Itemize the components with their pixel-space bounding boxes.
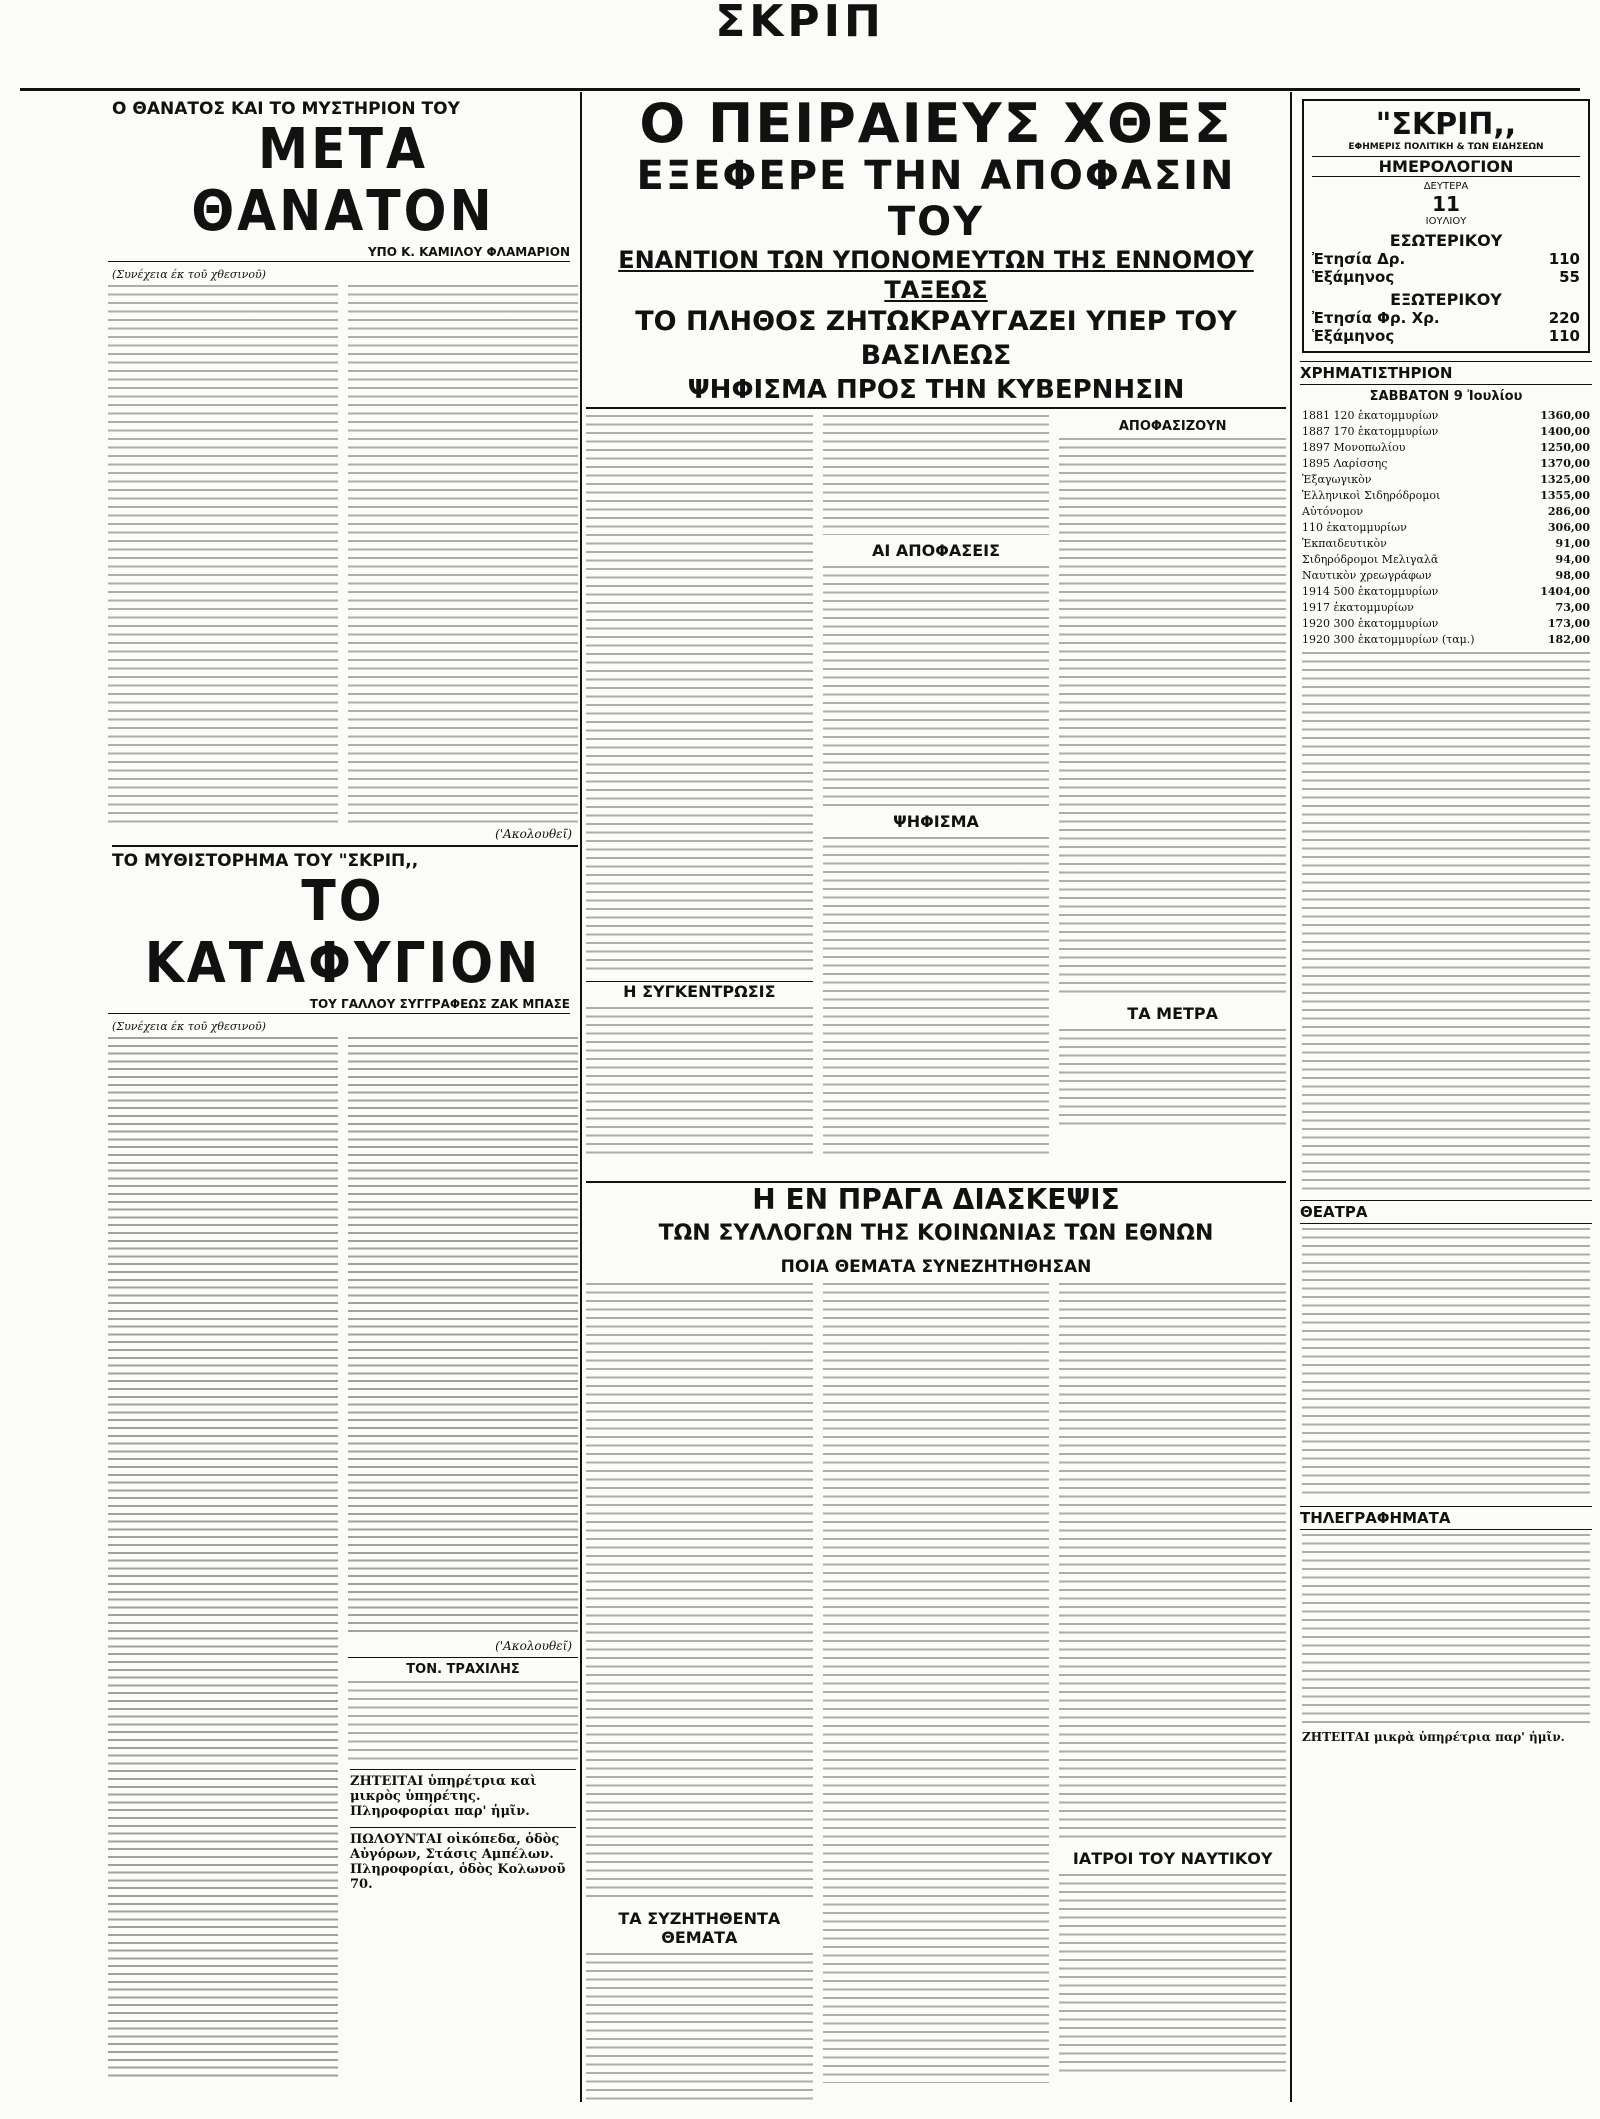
top-rule bbox=[20, 88, 1580, 91]
market-row bbox=[1302, 568, 1590, 584]
market-row-name: Αὐτόνομον bbox=[1302, 505, 1364, 518]
main-headline-5: ΨΗΦΙΣΜΑ ΠΡΟΣ ΤΗΝ ΚΥΒΕΡΝΗΣΙΝ bbox=[586, 373, 1286, 409]
market-head: ΧΡΗΜΑΤΙΣΤΗΡΙΟΝ bbox=[1300, 361, 1592, 385]
price-label: Ἑξάμηνος bbox=[1312, 268, 1395, 286]
market-row-value: 94,00 bbox=[1555, 553, 1590, 566]
market-row bbox=[1302, 504, 1590, 520]
body-text bbox=[1059, 1874, 1286, 2074]
body-text bbox=[823, 837, 1050, 1157]
ad-for-sale: ΠΩΛΟΥΝΤΑΙ οἰκόπεδα, ὁδὸς Αὐγόρων, Στάσις Αμπέλων. Πληροφορίαι, ὁδὸς Κολωνοῦ 70. bbox=[350, 1827, 576, 1892]
price-value: 110 bbox=[1548, 327, 1580, 345]
market-row-value: 91,00 bbox=[1555, 537, 1590, 550]
market-row-name: 1914 500 ἑκατομμυρίων bbox=[1302, 585, 1439, 598]
market-row bbox=[1302, 600, 1590, 616]
market-row-value: 1250,00 bbox=[1540, 441, 1590, 454]
bottom-ad: ΖΗΤΕΙΤΑΙ μικρὰ ὑπηρέτρια παρ' ἡμῖν. bbox=[1302, 1730, 1565, 1744]
telegraph-head: ΤΗΛΕΓΡΑΦΗΜΑΤΑ bbox=[1300, 1506, 1592, 1530]
price-label: Ἐτησία Φρ. Χρ. bbox=[1312, 309, 1440, 327]
body-text bbox=[586, 415, 813, 975]
market-row-value: 1400,00 bbox=[1540, 425, 1590, 438]
body-column bbox=[1059, 415, 1286, 1175]
subhead-synkentrosis: Η ΣΥΓΚΕΝΤΡΩΣΙΣ bbox=[586, 981, 813, 1001]
market-row-value: 1370,00 bbox=[1540, 457, 1590, 470]
market-row-value: 73,00 bbox=[1555, 601, 1590, 614]
main-article-body bbox=[586, 415, 1286, 1175]
market-row bbox=[1302, 616, 1590, 632]
calendar-label: ΗΜΕΡΟΛΟΓΙΟΝ bbox=[1312, 156, 1580, 177]
price-label: Ἑξάμηνος bbox=[1312, 327, 1395, 345]
market-row-name: Ἑλληνικοὶ Σιδηρόδρομοι bbox=[1302, 489, 1441, 502]
prague-headline-2: ΤΩΝ ΣΥΛΛΟΓΩΝ ΤΗΣ ΚΟΙΝΩΝΙΑΣ ΤΩΝ ΕΘΝΩΝ bbox=[658, 1221, 1214, 1246]
market-row-value: 1360,00 bbox=[1540, 409, 1590, 422]
price-row bbox=[1312, 250, 1580, 268]
body-text bbox=[1059, 1283, 1286, 1843]
ad-wanted: ΖΗΤΕΙΤΑΙ ὑπηρέτρια καὶ μικρὸς ὑπηρέτης. Πληροφορίαι παρ' ἡμῖν. bbox=[350, 1769, 576, 1819]
price-value: 220 bbox=[1548, 309, 1580, 327]
article-body bbox=[108, 285, 578, 825]
subhead-apofaseis: ΑΙ ΑΠΟΦΑΣΕΙΣ bbox=[872, 541, 1001, 560]
market-row bbox=[1302, 440, 1590, 456]
article-title: ΜΕΤΑ ΘΑΝΑΤΟΝ bbox=[191, 117, 495, 244]
column-rule-1 bbox=[580, 92, 582, 2102]
masthead-title: ΣΚΡΙΠ bbox=[715, 0, 885, 47]
market-row-value: 182,00 bbox=[1547, 633, 1590, 646]
body-column bbox=[586, 1283, 813, 2103]
market-date: ΣΑΒΒΑΤΟΝ 9 Ἰουλίου bbox=[1369, 389, 1523, 404]
market-row-value: 286,00 bbox=[1547, 505, 1590, 518]
market-row-value: 306,00 bbox=[1547, 521, 1590, 534]
body-column bbox=[823, 1283, 1050, 2103]
right-column bbox=[1296, 95, 1596, 2105]
price-value: 110 bbox=[1548, 250, 1580, 268]
body-column bbox=[348, 1037, 578, 2077]
market-row bbox=[1302, 552, 1590, 568]
market-row-name: 1887 170 ἑκατομμυρίων bbox=[1302, 425, 1439, 438]
market-row bbox=[1302, 584, 1590, 600]
market-row bbox=[1302, 424, 1590, 440]
body-text bbox=[823, 1283, 1050, 2083]
body-text bbox=[1059, 438, 1286, 998]
price-row bbox=[1312, 268, 1580, 286]
subhead-metra: ΤΑ ΜΕΤΡΑ bbox=[1127, 1004, 1219, 1023]
market-row bbox=[1302, 536, 1590, 552]
market-row-value: 1325,00 bbox=[1540, 473, 1590, 486]
price-row bbox=[1312, 327, 1580, 345]
market-row bbox=[1302, 408, 1590, 424]
market-row bbox=[1302, 488, 1590, 504]
market-row-name: 110 ἑκατομμυρίων bbox=[1302, 521, 1407, 534]
market-row-name: 1920 300 ἑκατομμυρίων (ταμ.) bbox=[1302, 633, 1475, 646]
body-text bbox=[586, 1283, 813, 1903]
market-row-value: 98,00 bbox=[1555, 569, 1590, 582]
serial-byline: ΤΟΥ ΓΑΛΛΟΥ ΣΥΓΓΡΑΦΕΩΣ ΖΑΚ ΜΠΑΣΕ bbox=[108, 997, 570, 1014]
market-row bbox=[1302, 472, 1590, 488]
paper-name: "ΣΚΡΙΠ,, bbox=[1375, 107, 1517, 142]
price-label: Ἐτησία Δρ. bbox=[1312, 250, 1406, 268]
foreign-label: ΕΞΩΤΕΡΙΚΟΥ bbox=[1390, 290, 1502, 309]
body-text bbox=[586, 1007, 813, 1157]
domestic-label: ΕΣΩΤΕΡΙΚΟΥ bbox=[1389, 231, 1503, 250]
center-column bbox=[586, 95, 1286, 2105]
market-row bbox=[1302, 632, 1590, 648]
telegraph-body bbox=[1302, 1534, 1590, 1724]
serial-signature: ('Ακολουθεῖ) bbox=[495, 1639, 572, 1653]
body-text bbox=[586, 1953, 813, 2103]
market-row-name: 1895 Λαρίσσης bbox=[1302, 457, 1388, 470]
theatre-listings bbox=[1302, 1228, 1590, 1498]
body-column bbox=[1059, 1283, 1286, 2103]
ad-title: ΤΟΝ. ΤΡΑΧΙΛΗΣ bbox=[348, 1657, 578, 1677]
article-signature: ('Ακολουθεῖ) bbox=[495, 827, 572, 841]
day-number: 11 bbox=[1432, 192, 1460, 216]
column-rule-2 bbox=[1290, 92, 1292, 2102]
serial-body-text bbox=[348, 1037, 578, 1637]
prague-headline: Η ΕΝ ΠΡΑΓΑ ΔΙΑΣΚΕΨΙΣ bbox=[752, 1183, 1120, 1216]
market-row-name: 1920 300 ἑκατομμυρίων bbox=[1302, 617, 1439, 630]
market-row-name: Ἐκπαιδευτικὸν bbox=[1302, 537, 1387, 550]
market-row-value: 173,00 bbox=[1547, 617, 1590, 630]
body-column bbox=[108, 1037, 338, 2077]
main-headline-3: ΕΝΑΝΤΙΟΝ ΤΩΝ ΥΠΟΝΟΜΕΥΤΩΝ ΤΗΣ ΕΝΝΟΜΟΥ ΤΑΞΕΩΣ bbox=[618, 246, 1254, 304]
price-value: 55 bbox=[1559, 268, 1580, 286]
body-column bbox=[586, 415, 813, 1175]
market-row-name: Σιδηρόδρομοι Μελιγαλᾶ bbox=[1302, 553, 1439, 566]
theatre-head: ΘΕΑΤΡΑ bbox=[1300, 1200, 1592, 1224]
body-text bbox=[823, 566, 1050, 806]
market-row-value: 1355,00 bbox=[1540, 489, 1590, 502]
market-list bbox=[1296, 408, 1596, 648]
market-row-name: Ἐξαγωγικὸν bbox=[1302, 473, 1372, 486]
prague-body bbox=[586, 1283, 1286, 2103]
day-name: ΔΕΥΤΕΡΑ bbox=[1423, 181, 1469, 192]
body-column bbox=[823, 415, 1050, 1175]
market-row-name: 1917 ἑκατομμυρίων bbox=[1302, 601, 1414, 614]
market-row bbox=[1302, 456, 1590, 472]
month-name: ΙΟΥΛΙΟΥ bbox=[1425, 216, 1467, 227]
main-headline: Ο ΠΕΙΡΑΙΕΥΣ ΧΘΕΣ bbox=[639, 95, 1233, 155]
price-row bbox=[1312, 309, 1580, 327]
market-row-name: Ναυτικὸν χρεωγράφων bbox=[1302, 569, 1432, 582]
article-byline: ΥΠΟ Κ. ΚΑΜΙΛΟΥ ΦΛΑΜΑΡΙΟΝ bbox=[108, 245, 570, 262]
prague-headline-3: ΠΟΙΑ ΘΕΜΑΤΑ ΣΥΝΕΖΗΤΗΘΗΣΑΝ bbox=[780, 1257, 1092, 1277]
paper-tagline: ΕΦΗΜΕΡΙΣ ΠΟΛΙΤΙΚΗ & ΤΩΝ ΕΙΔΗΣΕΩΝ bbox=[1348, 142, 1544, 152]
body-text bbox=[1059, 1029, 1286, 1129]
subhead-apofasizoun: ΑΠΟΦΑΣΙΖΟΥΝ bbox=[1118, 419, 1227, 434]
market-row-value: 1404,00 bbox=[1540, 585, 1590, 598]
serial-kicker: ΤΟ ΜΥΘΙΣΤΟΡΗΜΑ ΤΟΥ "ΣΚΡΙΠ,, bbox=[112, 845, 578, 871]
main-headline-4: ΤΟ ΠΛΗΘΟΣ ΖΗΤΩΚΡΑΥΓΑΖΕΙ ΥΠΕΡ ΤΟΥ ΒΑΣΙΛΕΩΣ bbox=[635, 306, 1237, 371]
subscription-box bbox=[1302, 99, 1590, 353]
article-note: (Συνέχεια έκ τοῦ χθεσινοῦ) bbox=[112, 268, 266, 281]
serial-body bbox=[108, 1037, 578, 2077]
subhead-psifisma: ΨΗΦΙΣΜΑ bbox=[893, 812, 979, 831]
navy-doctors-head: ΙΑΤΡΟΙ ΤΟΥ ΝΑΥΤΙΚΟΥ bbox=[1072, 1849, 1273, 1868]
body-text bbox=[823, 415, 1050, 535]
market-row-name: 1897 Μονοπωλίου bbox=[1302, 441, 1406, 454]
market-more bbox=[1302, 652, 1590, 1192]
market-row-name: 1881 120 ἑκατομμυρίων bbox=[1302, 409, 1439, 422]
prague-subhead: ΤΑ ΣΥΖΗΤΗΘΕΝΤΑ ΘΕΜΑΤΑ bbox=[618, 1909, 781, 1947]
serial-note: (Συνέχεια έκ τοῦ χθεσινοῦ) bbox=[112, 1020, 266, 1033]
main-headline-2: ΕΞΕΦΕΡΕ ΤΗΝ ΑΠΟΦΑΣΙΝ ΤΟΥ bbox=[636, 153, 1236, 245]
body-column bbox=[108, 285, 338, 825]
left-column bbox=[108, 95, 578, 2105]
body-column bbox=[348, 285, 578, 825]
article-kicker: Ο ΘΑΝΑΤΟΣ ΚΑΙ ΤΟ ΜΥΣΤΗΡΙΟΝ ΤΟΥ bbox=[112, 99, 460, 119]
serial-title: ΤΟ ΚΑΤΑΦΥΓΙΟΝ bbox=[144, 869, 542, 996]
ad-body bbox=[348, 1681, 578, 1761]
market-row bbox=[1302, 520, 1590, 536]
prague-article bbox=[586, 1181, 1286, 2103]
